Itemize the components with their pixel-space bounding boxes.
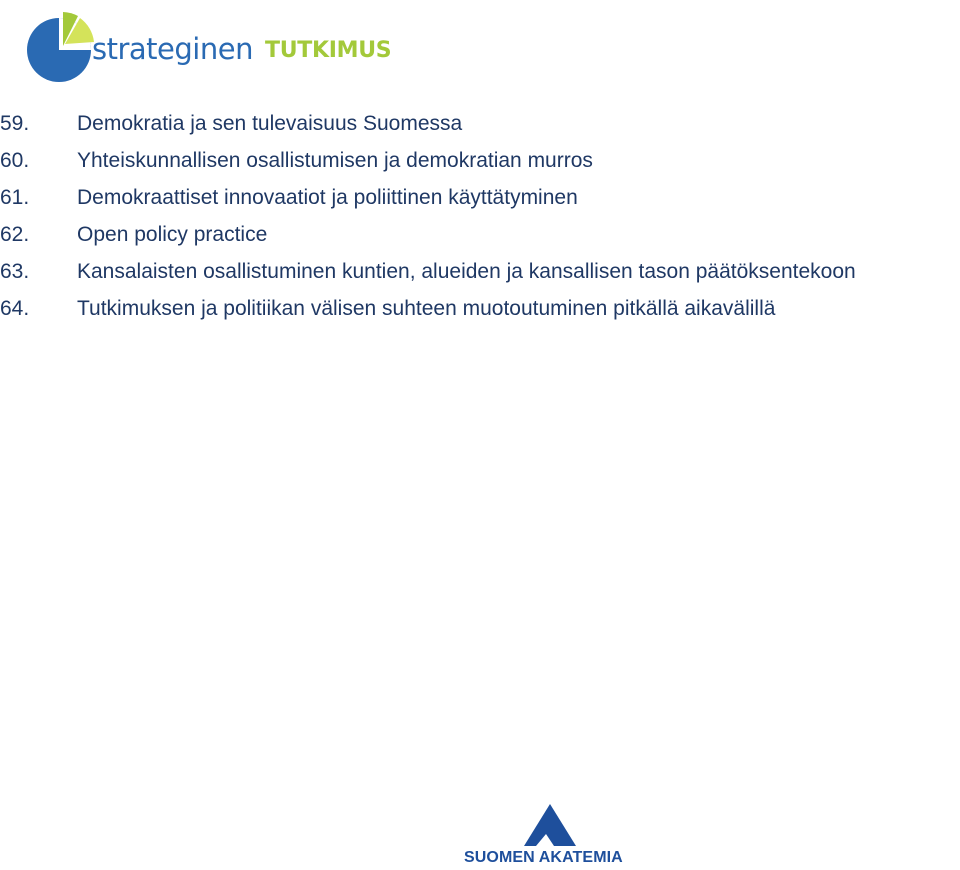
list-item (0, 294, 856, 331)
topic-number: 61. (0, 186, 30, 209)
topic-number: 62. (0, 223, 30, 246)
list-item (0, 146, 856, 183)
topic-title: Yhteiskunnallisen osallistumisen ja demokratian murros (77, 149, 593, 172)
logo-wordmark-strateginen: strateginen (92, 32, 253, 66)
topic-number: 60. (0, 149, 30, 172)
topic-title: Open policy practice (77, 223, 268, 246)
topic-title: Tutkimuksen ja politiikan välisen suhteen muotoutuminen pitkällä aikavälillä (77, 297, 776, 320)
topic-number: 64. (0, 297, 30, 320)
topic-title: Kansalaisten osallistuminen kuntien, alueiden ja kansallisen tason päätöksentekoon (77, 260, 856, 283)
list-item (0, 220, 856, 257)
suomen-akatemia-logo (462, 800, 642, 870)
topic-number: 59. (0, 112, 30, 135)
footer-logo-text: SUOMEN AKATEMIA (464, 849, 623, 866)
list-item (0, 109, 856, 146)
pie-logo-icon (22, 6, 96, 84)
academy-triangle-icon (524, 804, 576, 846)
topic-number: 63. (0, 260, 30, 283)
strateginen-tutkimus-logo (22, 6, 392, 84)
logo-wordmark-tutkimus: TUTKIMUS (265, 38, 392, 63)
topic-list (0, 109, 856, 331)
topic-title: Demokratia ja sen tulevaisuus Suomessa (77, 112, 463, 135)
list-item (0, 183, 856, 220)
list-item (0, 257, 856, 294)
topic-title: Demokraattiset innovaatiot ja poliittinen käyttätyminen (77, 186, 578, 209)
